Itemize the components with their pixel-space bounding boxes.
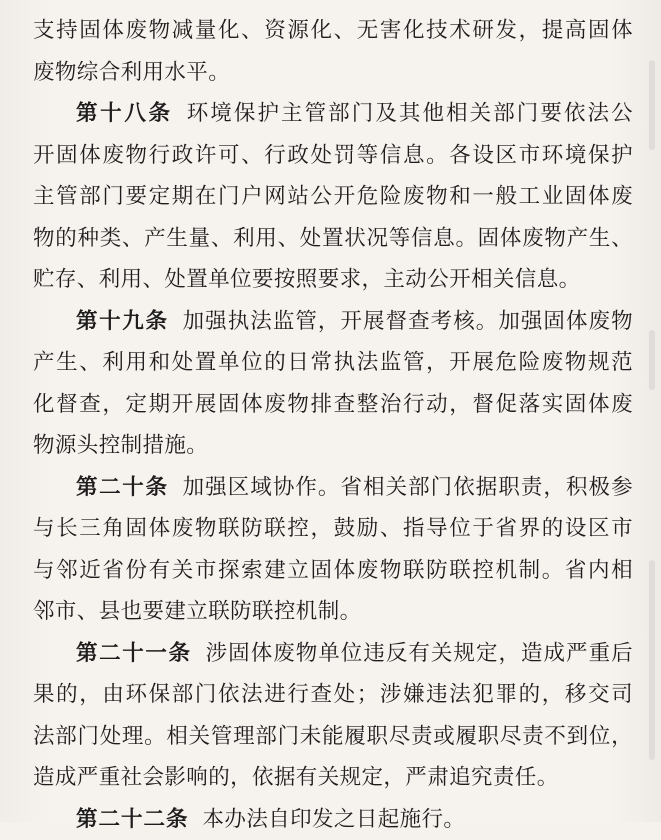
article-number: 第十九条 bbox=[76, 309, 169, 334]
paragraph-line: 果的，由环保部门依法进行查处；涉嫌违法犯罪的，移交司 bbox=[33, 674, 633, 716]
paragraph-line: 本办法自印发之日起施行。 bbox=[203, 807, 466, 832]
article-18-first-line bbox=[33, 93, 633, 135]
article-20-first-line bbox=[33, 467, 633, 509]
paragraph-line: 法部门处理。相关管理部门未能履职尽责或履职尽责不到位， bbox=[33, 716, 633, 758]
paragraph-line: 主管部门要定期在门户网站公开危险废物和一般工业固体废 bbox=[33, 176, 633, 218]
paragraph-line: 涉固体废物单位违反有关规定，造成严重后 bbox=[206, 641, 633, 666]
bleed-through-mark bbox=[649, 330, 655, 390]
bleed-through-mark bbox=[649, 60, 655, 150]
paragraph-line: 环境保护主管部门及其他相关部门要依法公 bbox=[187, 101, 633, 126]
paragraph-line: 支持固体废物减量化、资源化、无害化技术研发，提高固体 bbox=[33, 10, 633, 52]
article-number: 第十八条 bbox=[76, 101, 173, 126]
paragraph-line: 废物综合利用水平。 bbox=[33, 52, 633, 94]
paragraph-line: 开固体废物行政许可、行政处罚等信息。各设区市环境保护 bbox=[33, 135, 633, 177]
paragraph-line: 邻市、县也要建立联防联控机制。 bbox=[33, 591, 633, 633]
paragraph-line: 物的种类、产生量、利用、处置状况等信息。固体废物产生、 bbox=[33, 218, 633, 260]
article-21-first-line bbox=[33, 633, 633, 675]
paragraph-line: 造成严重社会影响的，依据有关规定，严肃追究责任。 bbox=[33, 757, 633, 799]
paragraph-line: 与长三角固体废物联防联控，鼓励、指导位于省界的设区市 bbox=[33, 508, 633, 550]
article-number: 第二十条 bbox=[76, 475, 169, 500]
bleed-through-mark bbox=[649, 560, 655, 760]
paragraph-line: 物源头控制措施。 bbox=[33, 425, 633, 467]
article-number: 第二十二条 bbox=[76, 807, 189, 832]
document-body bbox=[33, 10, 633, 840]
paragraph-line: 化督查，定期开展固体废物排查整治行动，督促落实固体废 bbox=[33, 384, 633, 426]
article-22-first-line bbox=[33, 799, 633, 840]
paragraph-line: 贮存、利用、处置单位要按照要求，主动公开相关信息。 bbox=[33, 259, 633, 301]
paragraph-line: 与邻近省份有关市探索建立固体废物联防联控机制。省内相 bbox=[33, 550, 633, 592]
paragraph-line: 加强区域协作。省相关部门依据职责，积极参 bbox=[183, 475, 633, 500]
paragraph-line: 加强执法监管，开展督查考核。加强固体废物 bbox=[183, 309, 633, 334]
paragraph-line: 产生、利用和处置单位的日常执法监管，开展危险废物规范 bbox=[33, 342, 633, 384]
article-19-first-line bbox=[33, 301, 633, 343]
article-number: 第二十一条 bbox=[76, 641, 192, 666]
